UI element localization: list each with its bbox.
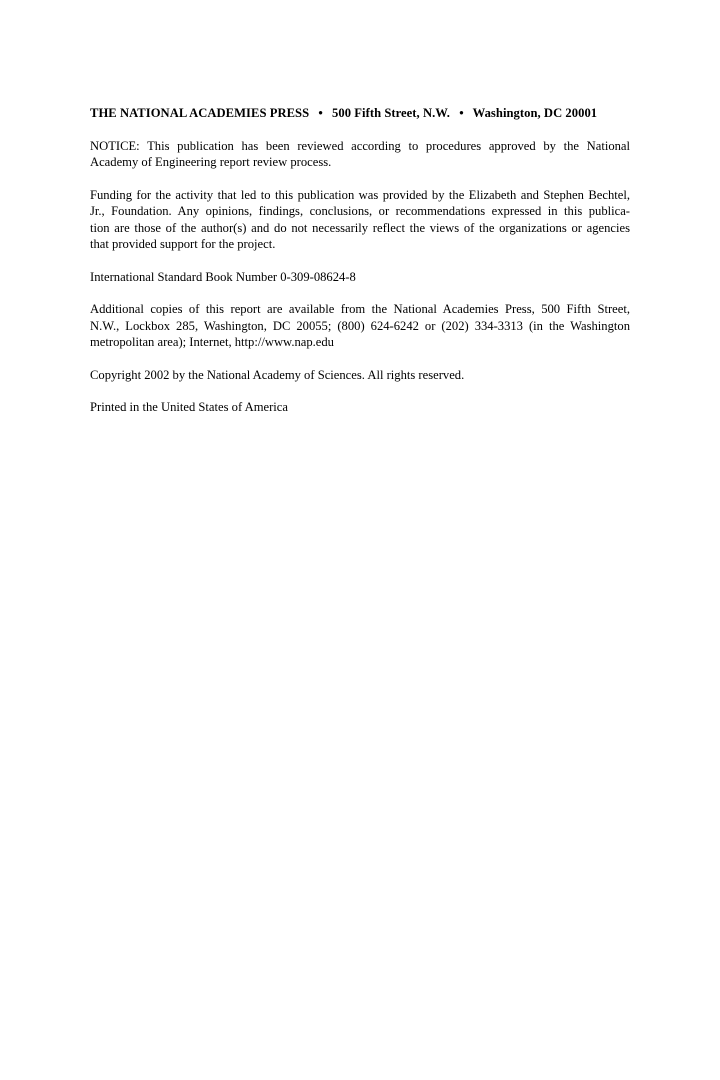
- funding-line: tion are those of the author(s) and do not necessarily reflect the views of the organizations or agencies: [90, 220, 630, 235]
- funding-line: Funding for the activity that led to this publication was provided by the Elizabeth and Stephen Bechtel,: [90, 187, 630, 202]
- bullet-separator: •: [318, 106, 323, 120]
- funding-statement: [90, 187, 630, 253]
- publisher-name: THE NATIONAL ACADEMIES PRESS: [90, 106, 310, 120]
- notice-line: NOTICE: This publication has been reviewed according to procedures approved by the National: [90, 138, 630, 153]
- copyright-page: [90, 105, 630, 432]
- availability-statement: [90, 301, 630, 351]
- publisher-city: Washington, DC 20001: [472, 106, 598, 120]
- notice-line: Academy of Engineering report review process.: [90, 155, 332, 169]
- copyright-statement: Copyright 2002 by the National Academy of Sciences. All rights reserved.: [90, 367, 465, 382]
- printed-statement: Printed in the United States of America: [90, 400, 288, 414]
- publisher-address-heading: [90, 105, 630, 122]
- publisher-street: 500 Fifth Street, N.W.: [332, 106, 450, 120]
- funding-line: Jr., Foundation. Any opinions, findings, conclusions, or recommendations expressed in this publica-: [90, 204, 630, 218]
- bullet-separator: •: [459, 106, 464, 120]
- funding-line: that provided support for the project.: [90, 237, 276, 251]
- availability-line: N.W., Lockbox 285, Washington, DC 20055; (800) 624-6242 or (202) 334-3313 (in the Washington: [90, 318, 630, 333]
- isbn-statement: International Standard Book Number 0-309-08624-8: [90, 269, 356, 284]
- availability-line: metropolitan area); Internet, http://www.nap.edu: [90, 335, 334, 349]
- availability-line: Additional copies of this report are available from the National Academies Press, 500 Fifth Street,: [90, 302, 630, 316]
- review-notice: [90, 138, 630, 171]
